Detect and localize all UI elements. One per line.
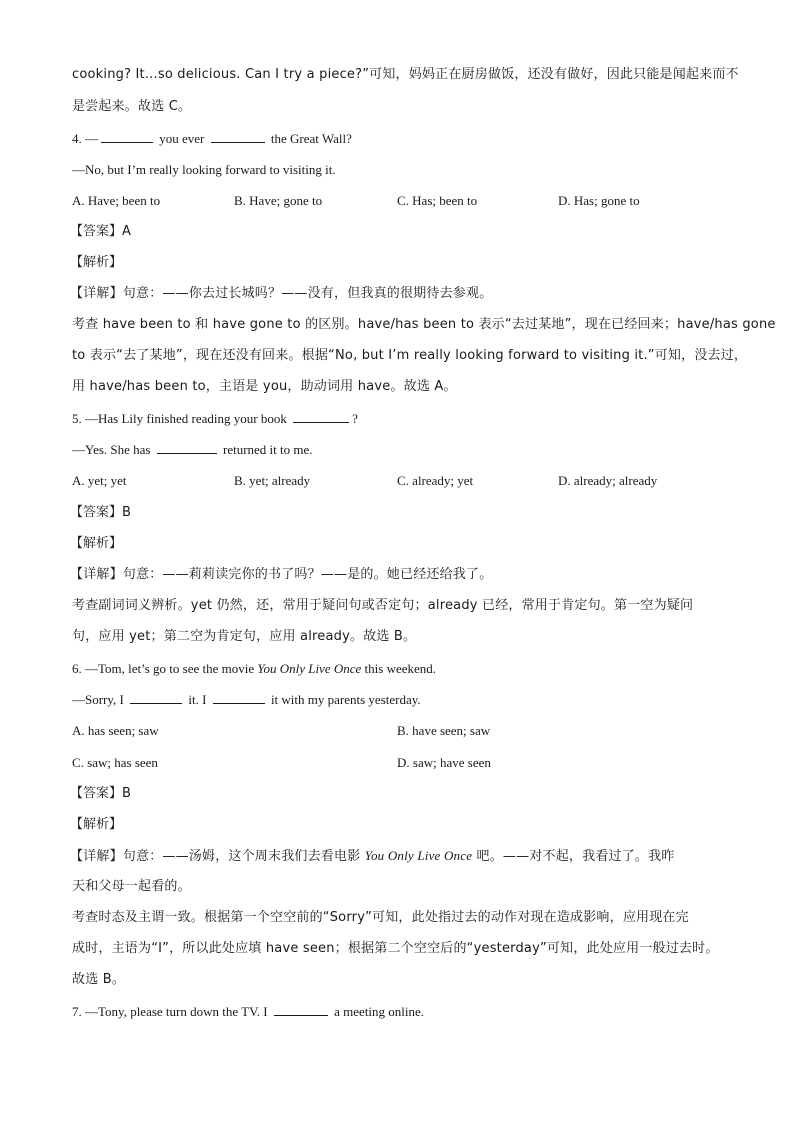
movie-title: You Only Live Once [257, 661, 362, 676]
detail-translation: 【详解】句意：——汤姆，这个周末我们去看电影 You Only Live Once 吧。——对不起，我看过了。我昨 [70, 848, 675, 864]
explanation-line: 句，应用 yet；第二空为肯定句，应用 already。故选 B。 [72, 629, 417, 644]
answer-blank [274, 1003, 328, 1016]
answer-blank [101, 130, 153, 143]
answer-label: 【答案】B [70, 786, 131, 801]
detail-translation: 【详解】句意：——莉莉读完你的书了吗？——是的。她已经还给我了。 [70, 567, 493, 582]
analysis-label: 【解析】 [70, 536, 123, 551]
text-line: 是尝起来。故选 C。 [72, 99, 192, 114]
question-6-reply: —Sorry, I it. I it with my parents yesterday. [72, 692, 421, 707]
option-d: D. saw; have seen [397, 755, 491, 770]
option-a: A. has seen; saw [72, 723, 159, 738]
question-6-stem: 6. —Tom, let’s go to see the movie You Only Live Once this weekend. [72, 661, 437, 676]
answer-blank [211, 130, 265, 143]
option-d: D. already; already [558, 473, 658, 488]
movie-title: You Only Live Once [364, 848, 473, 863]
option-a: A. Have; been to [72, 193, 161, 208]
question-5-stem: 5. —Has Lily finished reading your book ? [72, 411, 358, 426]
explanation-line: 用 have/has been to，主语是 you，助动词用 have。故选 A。 [72, 379, 457, 394]
option-a: A. yet; yet [72, 473, 127, 488]
answer-blank [130, 691, 182, 704]
explanation-line: 考查副词词义辨析。yet 仍然，还，常用于疑问句或否定句；already 已经，常用于肯定句。第一空为疑问 [72, 598, 694, 613]
detail-translation-cont: 天和父母一起看的。 [72, 879, 191, 894]
detail-translation: 【详解】句意：——你去过长城吗？——没有，但我真的很期待去参观。 [70, 286, 493, 301]
question-7-stem: 7. —Tony, please turn down the TV. I a meeting online. [72, 1004, 425, 1019]
explanation-line: 故选 B。 [72, 972, 126, 987]
option-c: C. Has; been to [397, 193, 478, 208]
explanation-line: to 表示“去了某地”，现在还没有回来。根据“No, but I’m really looking forward to visiting it.”可知，没去过， [72, 348, 748, 363]
option-b: B. have seen; saw [397, 723, 491, 738]
analysis-label: 【解析】 [70, 817, 123, 832]
explanation-line: 成时，主语为“I”，所以此处应填 have seen；根据第二个空空后的“yesterday”可知，此处应用一般过去时。 [72, 941, 719, 956]
explanation-line: 考查 have been to 和 have gone to 的区别。have/has been to 表示“去过某地”，现在已经回来；have/has gone [72, 317, 776, 332]
explanation-line: 考查时态及主谓一致。根据第一个空空前的“Sorry”可知，此处指过去的动作对现在造成影响，应用现在完 [72, 910, 689, 925]
option-d: D. Has; gone to [558, 193, 640, 208]
answer-label: 【答案】B [70, 505, 131, 520]
option-c: C. already; yet [397, 473, 474, 488]
analysis-label: 【解析】 [70, 255, 123, 270]
question-5-reply: —Yes. She has returned it to me. [72, 442, 313, 457]
question-4-reply: —No, but I’m really looking forward to visiting it. [72, 162, 336, 177]
option-b: B. yet; already [234, 473, 311, 488]
text-line: cooking? It...so delicious. Can I try a piece?”可知，妈妈正在厨房做饭，还没有做好，因此只能是闻起来而不 [72, 67, 739, 82]
answer-blank [293, 410, 349, 423]
question-4-stem: 4. — you ever the Great Wall? [72, 131, 352, 146]
answer-blank [157, 441, 217, 454]
option-c: C. saw; has seen [72, 755, 158, 770]
option-b: B. Have; gone to [234, 193, 323, 208]
answer-blank [213, 691, 265, 704]
answer-label: 【答案】A [70, 224, 131, 239]
